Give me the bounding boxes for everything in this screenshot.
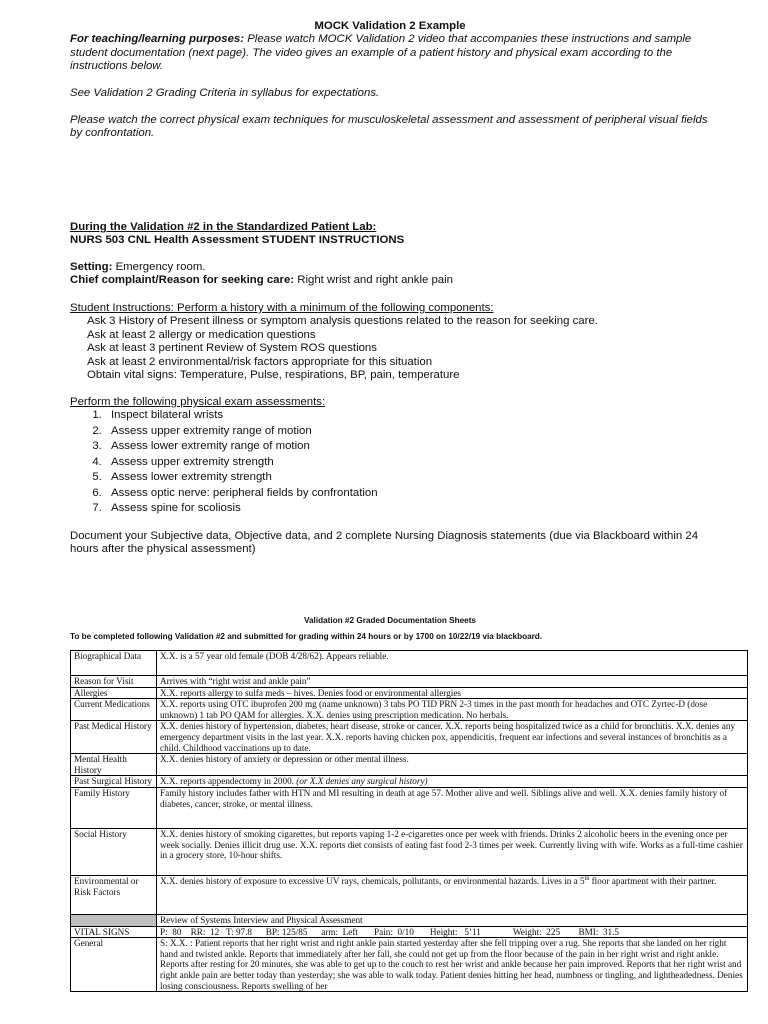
row-label: Reason for Visit bbox=[71, 676, 157, 688]
row-label: Mental Health History bbox=[71, 754, 157, 776]
environmental-text-end: floor apartment with their partner. bbox=[589, 875, 717, 886]
table-row bbox=[71, 676, 748, 688]
chief-complaint-label: Chief complaint/Reason for seeking care: bbox=[70, 274, 295, 287]
row-label-blank bbox=[71, 914, 157, 926]
lab-heading: During the Validation #2 in the Standardized Patient Lab: bbox=[70, 221, 377, 233]
student-instructions bbox=[70, 302, 710, 382]
teaching-intro bbox=[70, 33, 710, 73]
row-label: Family History bbox=[71, 787, 157, 828]
row-value: X.X. denies history of hypertension, diabetes, heart disease, stroke or cancer. X.X. reports being hospitalized twice as a child for bronchitis. X.X. denies any emergency department visits in the last year. X.X. reports having chicken pox, appendicitis, frequent ear infections and several instances of bronchitis as a child. Childhood vaccinations up to date. bbox=[157, 721, 748, 754]
row-value: X.X. denies history of smoking cigarettes, but reports vaping 1-2 e-cigarettes once per week with friends. Drinks 2 alcoholic beers in the evening once per week socially. Denies illicit drug use. X.X. reports diet consists of eating fast food 2-3 times per week. Currently living with wife. Works as a full-time cashier in a grocery store, 10-hour shifts. bbox=[157, 828, 748, 875]
row-label: Social History bbox=[71, 828, 157, 875]
exam-item: 5. Assess lower extremity strength bbox=[105, 471, 710, 484]
table-row bbox=[71, 687, 748, 699]
chief-complaint-value: Right wrist and right ankle pain bbox=[297, 274, 454, 287]
setting-line bbox=[70, 261, 710, 274]
exam-item: 7. Assess spine for scoliosis bbox=[105, 502, 710, 515]
instruction-item: Obtain vital signs: Temperature, Pulse, respirations, BP, pain, temperature bbox=[87, 369, 460, 382]
lab-section bbox=[70, 221, 710, 288]
sheet-subtitle: To be completed following Validation #2 and submitted for grading within 24 hours or by 1700 on 10/22/19 via blackboard. bbox=[70, 632, 543, 641]
environmental-text: X.X. denies history of exposure to excessive UV rays, chemicals, pollutants, or environmental hazards. Lives in a 5 bbox=[160, 875, 585, 886]
table-row bbox=[71, 721, 748, 754]
chief-complaint-line bbox=[70, 274, 710, 287]
setting-label: Setting: bbox=[70, 260, 113, 273]
table-row bbox=[71, 651, 748, 676]
row-value: X.X. is a 57 year old female (DOB 4/28/62). Appears reliable. bbox=[157, 651, 748, 676]
table-row bbox=[71, 875, 748, 914]
table-row bbox=[71, 776, 748, 788]
row-value: X.X. reports using OTC ibuprofen 200 mg (name unknown) 3 tabs PO TID PRN 2-3 times in the past month for headaches and OTC Zyrtec-D (dose unknown) 1 tab PO QAM for allergies. X.X. denies using prescription medication. No herbals. bbox=[157, 699, 748, 721]
grading-note: See Validation 2 Grading Criteria in syllabus for expectations. bbox=[70, 86, 380, 99]
vital-signs-value: P: 80 RR: 12 T: 97.8 BP: 125/85 arm: Left Pain: 0/10 Height: 5’11 Weight: 225 BMI: 31.5 bbox=[157, 926, 748, 938]
surgical-alt-text: (or X.X denies any surgical history) bbox=[296, 776, 428, 787]
row-label: General bbox=[71, 938, 157, 992]
physical-exam-section bbox=[70, 396, 710, 516]
row-label: VITAL SIGNS bbox=[71, 926, 157, 938]
physical-exam-heading: Perform the following physical exam assessments: bbox=[70, 396, 326, 408]
table-row bbox=[71, 787, 748, 828]
page-title: MOCK Validation 2 Example bbox=[314, 20, 466, 32]
row-value: S: X.X. : Patient reports that her right wrist and right ankle pain started yesterday after she fell tripping over a rug. She reports that she landed on her right hand and twisted ankle. Reports that immediately after her fall, she could not get up from the floor because of the pain in her right wrist and right ankle. Reports after resting for 20 minutes, she was able to get up to the couch to rest her wrist and ankle because her pain improved. Reports that her right wrist and right ankle pain are better today than yesterday; she was able to walk today. Patient denies hitting her head, numbness or tingling, and lightheadedness. Denies losing consciousness. Reports swelling of her bbox=[157, 938, 748, 992]
ordinal-suffix: th bbox=[584, 875, 590, 882]
teaching-intro-lead: For teaching/learning purposes: bbox=[70, 33, 245, 46]
row-value bbox=[157, 776, 748, 788]
instruction-item: Ask at least 2 allergy or medication questions bbox=[87, 328, 316, 341]
instruction-item: Ask at least 3 pertinent Review of System ROS questions bbox=[87, 342, 377, 355]
table-row bbox=[71, 914, 748, 926]
row-label: Past Medical History bbox=[71, 721, 157, 754]
row-value: Family history includes father with HTN and MI resulting in death at age 57. Mother alive and well. Siblings alive and well. X.X. denies family history of diabetes, cancer, stroke, or mental illness. bbox=[157, 787, 748, 828]
row-label: Environmental or Risk Factors bbox=[71, 875, 157, 914]
exam-item: 6. Assess optic nerve: peripheral fields by confrontation bbox=[105, 487, 710, 500]
exam-item: 3. Assess lower extremity range of motion bbox=[105, 440, 710, 453]
table-row bbox=[71, 754, 748, 776]
table-row bbox=[71, 828, 748, 875]
row-value bbox=[157, 875, 748, 914]
exam-item: 1. Inspect bilateral wrists bbox=[105, 409, 710, 422]
course-heading: NURS 503 CNL Health Assessment STUDENT INSTRUCTIONS bbox=[70, 234, 405, 247]
table-row bbox=[71, 938, 748, 992]
row-label: Current Medications bbox=[71, 699, 157, 721]
table-row bbox=[71, 926, 748, 938]
instruction-item: Ask at least 2 environmental/risk factors appropriate for this situation bbox=[87, 355, 433, 368]
student-instructions-heading: Student Instructions: Perform a history with a minimum of the following components: bbox=[70, 302, 494, 314]
row-value: X.X. denies history of anxiety or depression or other mental illness. bbox=[157, 754, 748, 776]
row-value: Arrives with “right wrist and ankle pain” bbox=[157, 676, 748, 688]
documentation-table bbox=[70, 650, 748, 992]
physical-exam-list bbox=[70, 409, 710, 515]
exam-item: 2. Assess upper extremity range of motion bbox=[105, 425, 710, 438]
surgical-text: X.X. reports appendectomy in 2000. bbox=[160, 776, 297, 787]
row-value: X.X. reports allergy to sulfa meds – hives. Denies food or environmental allergies bbox=[157, 687, 748, 699]
documentation-note: Document your Subjective data, Objective data, and 2 complete Nursing Diagnosis statements (due via Blackboard within 24 hours after the physical assessment) bbox=[70, 530, 699, 556]
ros-heading: Review of Systems Interview and Physical Assessment bbox=[157, 914, 748, 926]
setting-value: Emergency room. bbox=[115, 260, 206, 273]
table-row bbox=[71, 699, 748, 721]
instructions-header bbox=[70, 20, 710, 141]
row-label: Biographical Data bbox=[71, 651, 157, 676]
instruction-item: Ask 3 History of Present illness or symptom analysis questions related to the reason for seeking care. bbox=[87, 315, 598, 328]
row-label: Past Surgical History bbox=[71, 776, 157, 788]
technique-note: Please watch the correct physical exam techniques for musculoskeletal assessment and assessment of peripheral visual fields by confrontation. bbox=[70, 114, 708, 140]
row-label: Allergies bbox=[71, 687, 157, 699]
teaching-intro-text: Please watch MOCK Validation 2 video that accompanies these instructions and sample student documentation (next page). The video gives an example of a patient history and physical exam according to the instructions below. bbox=[70, 33, 692, 73]
sheet-title: Validation #2 Graded Documentation Sheets bbox=[304, 616, 476, 625]
exam-item: 4. Assess upper extremity strength bbox=[105, 456, 710, 469]
